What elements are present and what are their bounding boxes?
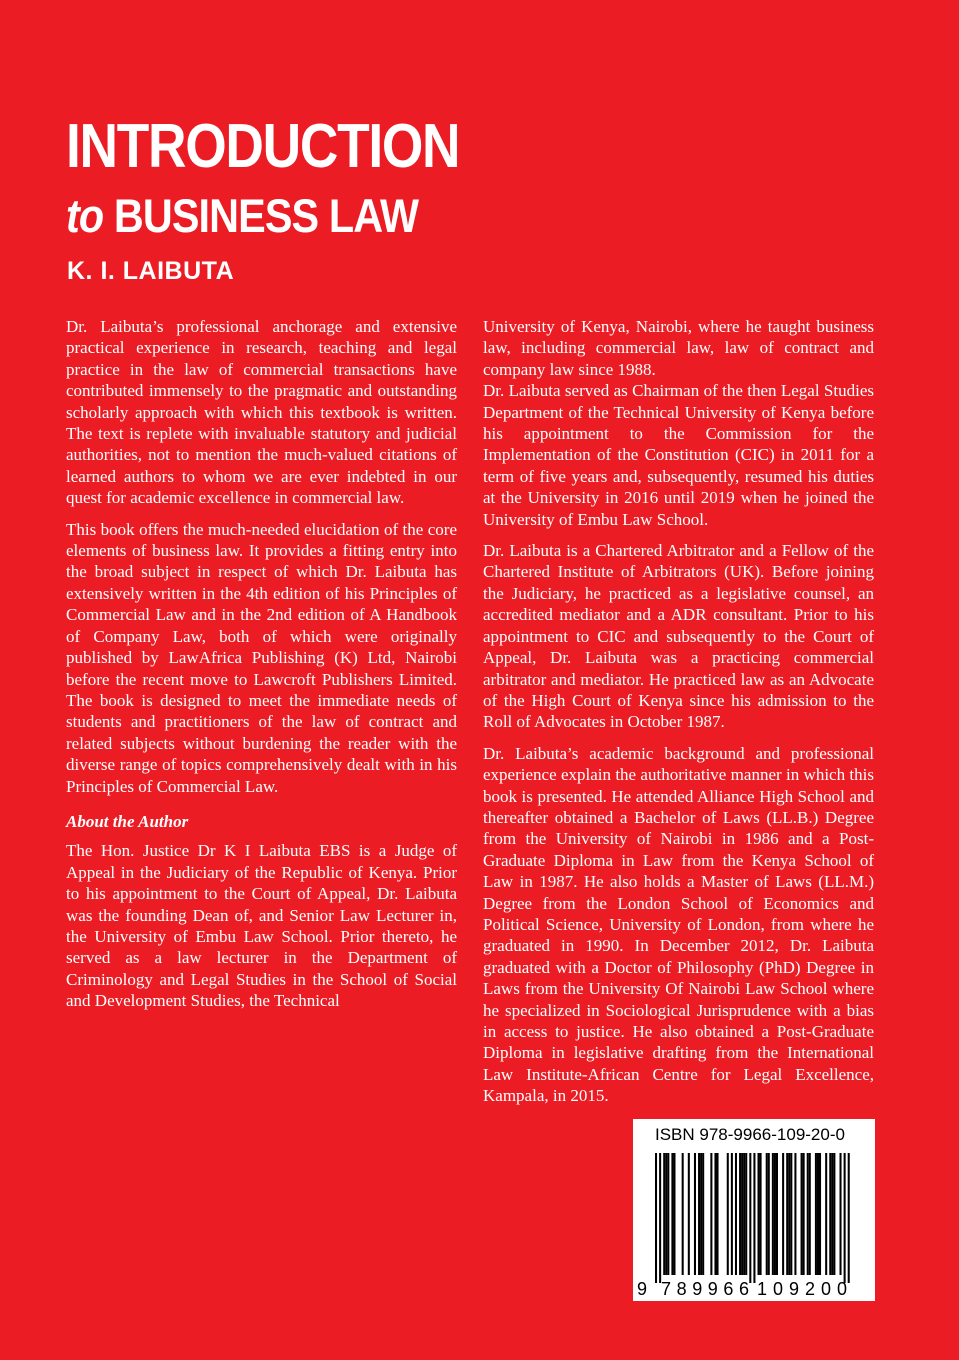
barcode-bar — [848, 1153, 850, 1283]
barcode-bar — [714, 1153, 716, 1275]
barcode-bar — [768, 1153, 770, 1275]
barcode-bar — [710, 1153, 712, 1275]
bio-paragraph: Dr. Laibuta’s academic background and professional experience explain the authoritative manner in which this book is presented. He attended Alliance High School and thereafter obtained a Bachelor of Laws (LL.B.) Degree from the University of Nairobi in 1986 and a Post-Graduate Diploma in Law from the Kenya School of Law in 1987. He also holds a Master of Laws (LL.M.) Degree from the London School of Economics and Political Science, University of London, from where he graduated in 1990. In December 2012, Dr. Laibuta graduated with a Doctor of Philosophy (PhD) Degree in Laws from the University Of Nairobi Law School where he specialized in Sociological Jurisprudence with a bias in access to justice. He also obtained a Post-Graduate Diploma in legislative drafting from the International Law Institute-African Centre for Legal Excellence, Kampala, in 2015. — [483, 743, 874, 1106]
blurb-right-column — [483, 316, 874, 1117]
barcode-bar — [831, 1153, 833, 1275]
barcode-bar — [749, 1153, 751, 1283]
barcode-bar — [803, 1153, 805, 1275]
barcode-bar — [698, 1153, 700, 1275]
barcode-bars — [655, 1153, 850, 1283]
book-title: INTRODUCTION — [66, 112, 460, 181]
bio-paragraph: Dr. Laibuta is a Chartered Arbitrator and a Fellow of the Chartered Institute of Arbitrators (UK). Before joining the Judiciary, he practiced as a legislative counsel, an accredited mediator and a ADR consultant. Prior to his appointment to CIC and subsequently to the Court of Appeal, Dr. Laibuta was a practicing commercial arbitrator and mediator. He practiced law as an Advocate of the High Court of Kenya since his admission to the Roll of Advocates in October 1987. — [483, 541, 874, 732]
barcode-bar — [667, 1153, 669, 1275]
subtitle-to: to — [66, 189, 104, 242]
barcode-bar — [758, 1153, 760, 1275]
barcode-bar — [766, 1153, 768, 1275]
blurb-left-column — [66, 316, 457, 1022]
bio-paragraph: Dr. Laibuta served as Chairman of the then Legal Studies Department of the Technical University of Kenya before his appointment to the Commission for the Implementation of the Constitution (CIC) in 2011 for a term of five years and, subsequently, resumed his duties at the University in 2016 until 2019 when he joined the University of Embu Law School. — [483, 381, 874, 529]
barcode-bar — [688, 1153, 690, 1275]
barcode-bar — [655, 1153, 657, 1283]
barcode-bar — [735, 1153, 737, 1275]
barcode-bar — [815, 1153, 817, 1275]
about-author-heading: About the Author — [66, 811, 189, 831]
barcode-bar — [782, 1153, 784, 1275]
barcode-bar — [673, 1153, 675, 1275]
about-author-paragraph: The Hon. Justice Dr K I Laibuta EBS is a Judge of Appeal in the Judiciary of the Republic of Kenya. Prior to his appointment to the Court of Appeal, Dr. Laibuta was the founding Dean of, and Senior Law Lecturer in, the University of Embu Law School. Prior thereto, he served as a law lecturer in the Department of Criminology and Legal Studies in the School of Social and Development Studies, the Technical — [66, 841, 457, 1011]
barcode-bar — [702, 1153, 704, 1275]
barcode-bar — [682, 1153, 684, 1275]
author-name: K. I. LAIBUTA — [67, 257, 235, 285]
barcode-digits-right: 109200 — [757, 1279, 847, 1299]
barcode-bar — [794, 1153, 796, 1275]
barcode-bar — [700, 1153, 702, 1275]
barcode-bar — [788, 1153, 790, 1275]
barcode-bar — [659, 1153, 661, 1283]
isbn-label: ISBN 978-9966-109-20-0 — [655, 1125, 845, 1144]
barcode-bar — [819, 1153, 821, 1275]
subtitle-main: BUSINESS LAW — [113, 189, 419, 242]
barcode-bar — [743, 1153, 745, 1275]
barcode-bar — [833, 1153, 835, 1275]
barcode-bar — [739, 1153, 741, 1275]
barcode-bar — [790, 1153, 792, 1275]
barcode-bar — [774, 1153, 776, 1275]
barcode-digit-first: 9 — [637, 1279, 648, 1299]
barcode-bar — [772, 1153, 774, 1275]
barcode-bar — [809, 1153, 811, 1275]
barcode-bar — [727, 1153, 729, 1275]
barcode-bar — [760, 1153, 762, 1275]
barcode-bar — [717, 1153, 719, 1275]
barcode-bar — [671, 1153, 673, 1275]
barcode-bar — [663, 1153, 665, 1275]
barcode-digits-left: 789966 — [661, 1279, 749, 1299]
barcode-bar — [829, 1153, 831, 1275]
barcode-bar — [817, 1153, 819, 1275]
barcode-bar — [753, 1153, 755, 1283]
barcode-bar — [801, 1153, 803, 1275]
barcode-bar — [741, 1153, 743, 1275]
barcode-bar — [807, 1153, 809, 1275]
book-subtitle — [66, 189, 418, 243]
barcode-bar — [776, 1153, 778, 1275]
barcode-graphic — [633, 1149, 875, 1299]
blurb-paragraph: This book offers the much-needed elucidation of the core elements of business law. It provides a fitting entry into the broad subject in respect of which Dr. Laibuta has extensively written in the 4th edition of his Principles of Commercial Law and in the 2nd edition of A Handbook of Company Law, both of which were originally published by LawAfrica Publishing (K) Ltd, Nairobi before the recent move to Lawcroft Publishers Limited. The book is designed to meet the immediate needs of students and practitioners of the law of contract and related subjects without burdening the reader with the diverse range of topics comprehensively dealt with in his Principles of Commercial Law. — [66, 519, 457, 796]
isbn-barcode — [633, 1119, 875, 1301]
bio-paragraph: University of Kenya, Nairobi, where he taught business law, including commercial law, law of contract and company law since 1988. — [483, 317, 874, 379]
barcode-bar — [745, 1153, 747, 1275]
barcode-bar — [844, 1153, 846, 1283]
barcode-bar — [694, 1153, 696, 1275]
barcode-bar — [731, 1153, 733, 1275]
barcode-bar — [665, 1153, 667, 1275]
barcode-bar — [840, 1153, 842, 1275]
barcode-bar — [825, 1153, 827, 1275]
barcode-bar — [786, 1153, 788, 1275]
blurb-paragraph: Dr. Laibuta’s professional anchorage and extensive practical experience in research, teaching and legal practice in the law of commercial transactions have contributed immensely to the pragmatic and outstanding scholarly approach with which this textbook is written. The text is replete with invaluable statutory and judicial authorities, not to mention the much-valued citations of learned authors to whom we are ever indebted in our quest for academic excellence in commercial law. — [66, 317, 457, 508]
